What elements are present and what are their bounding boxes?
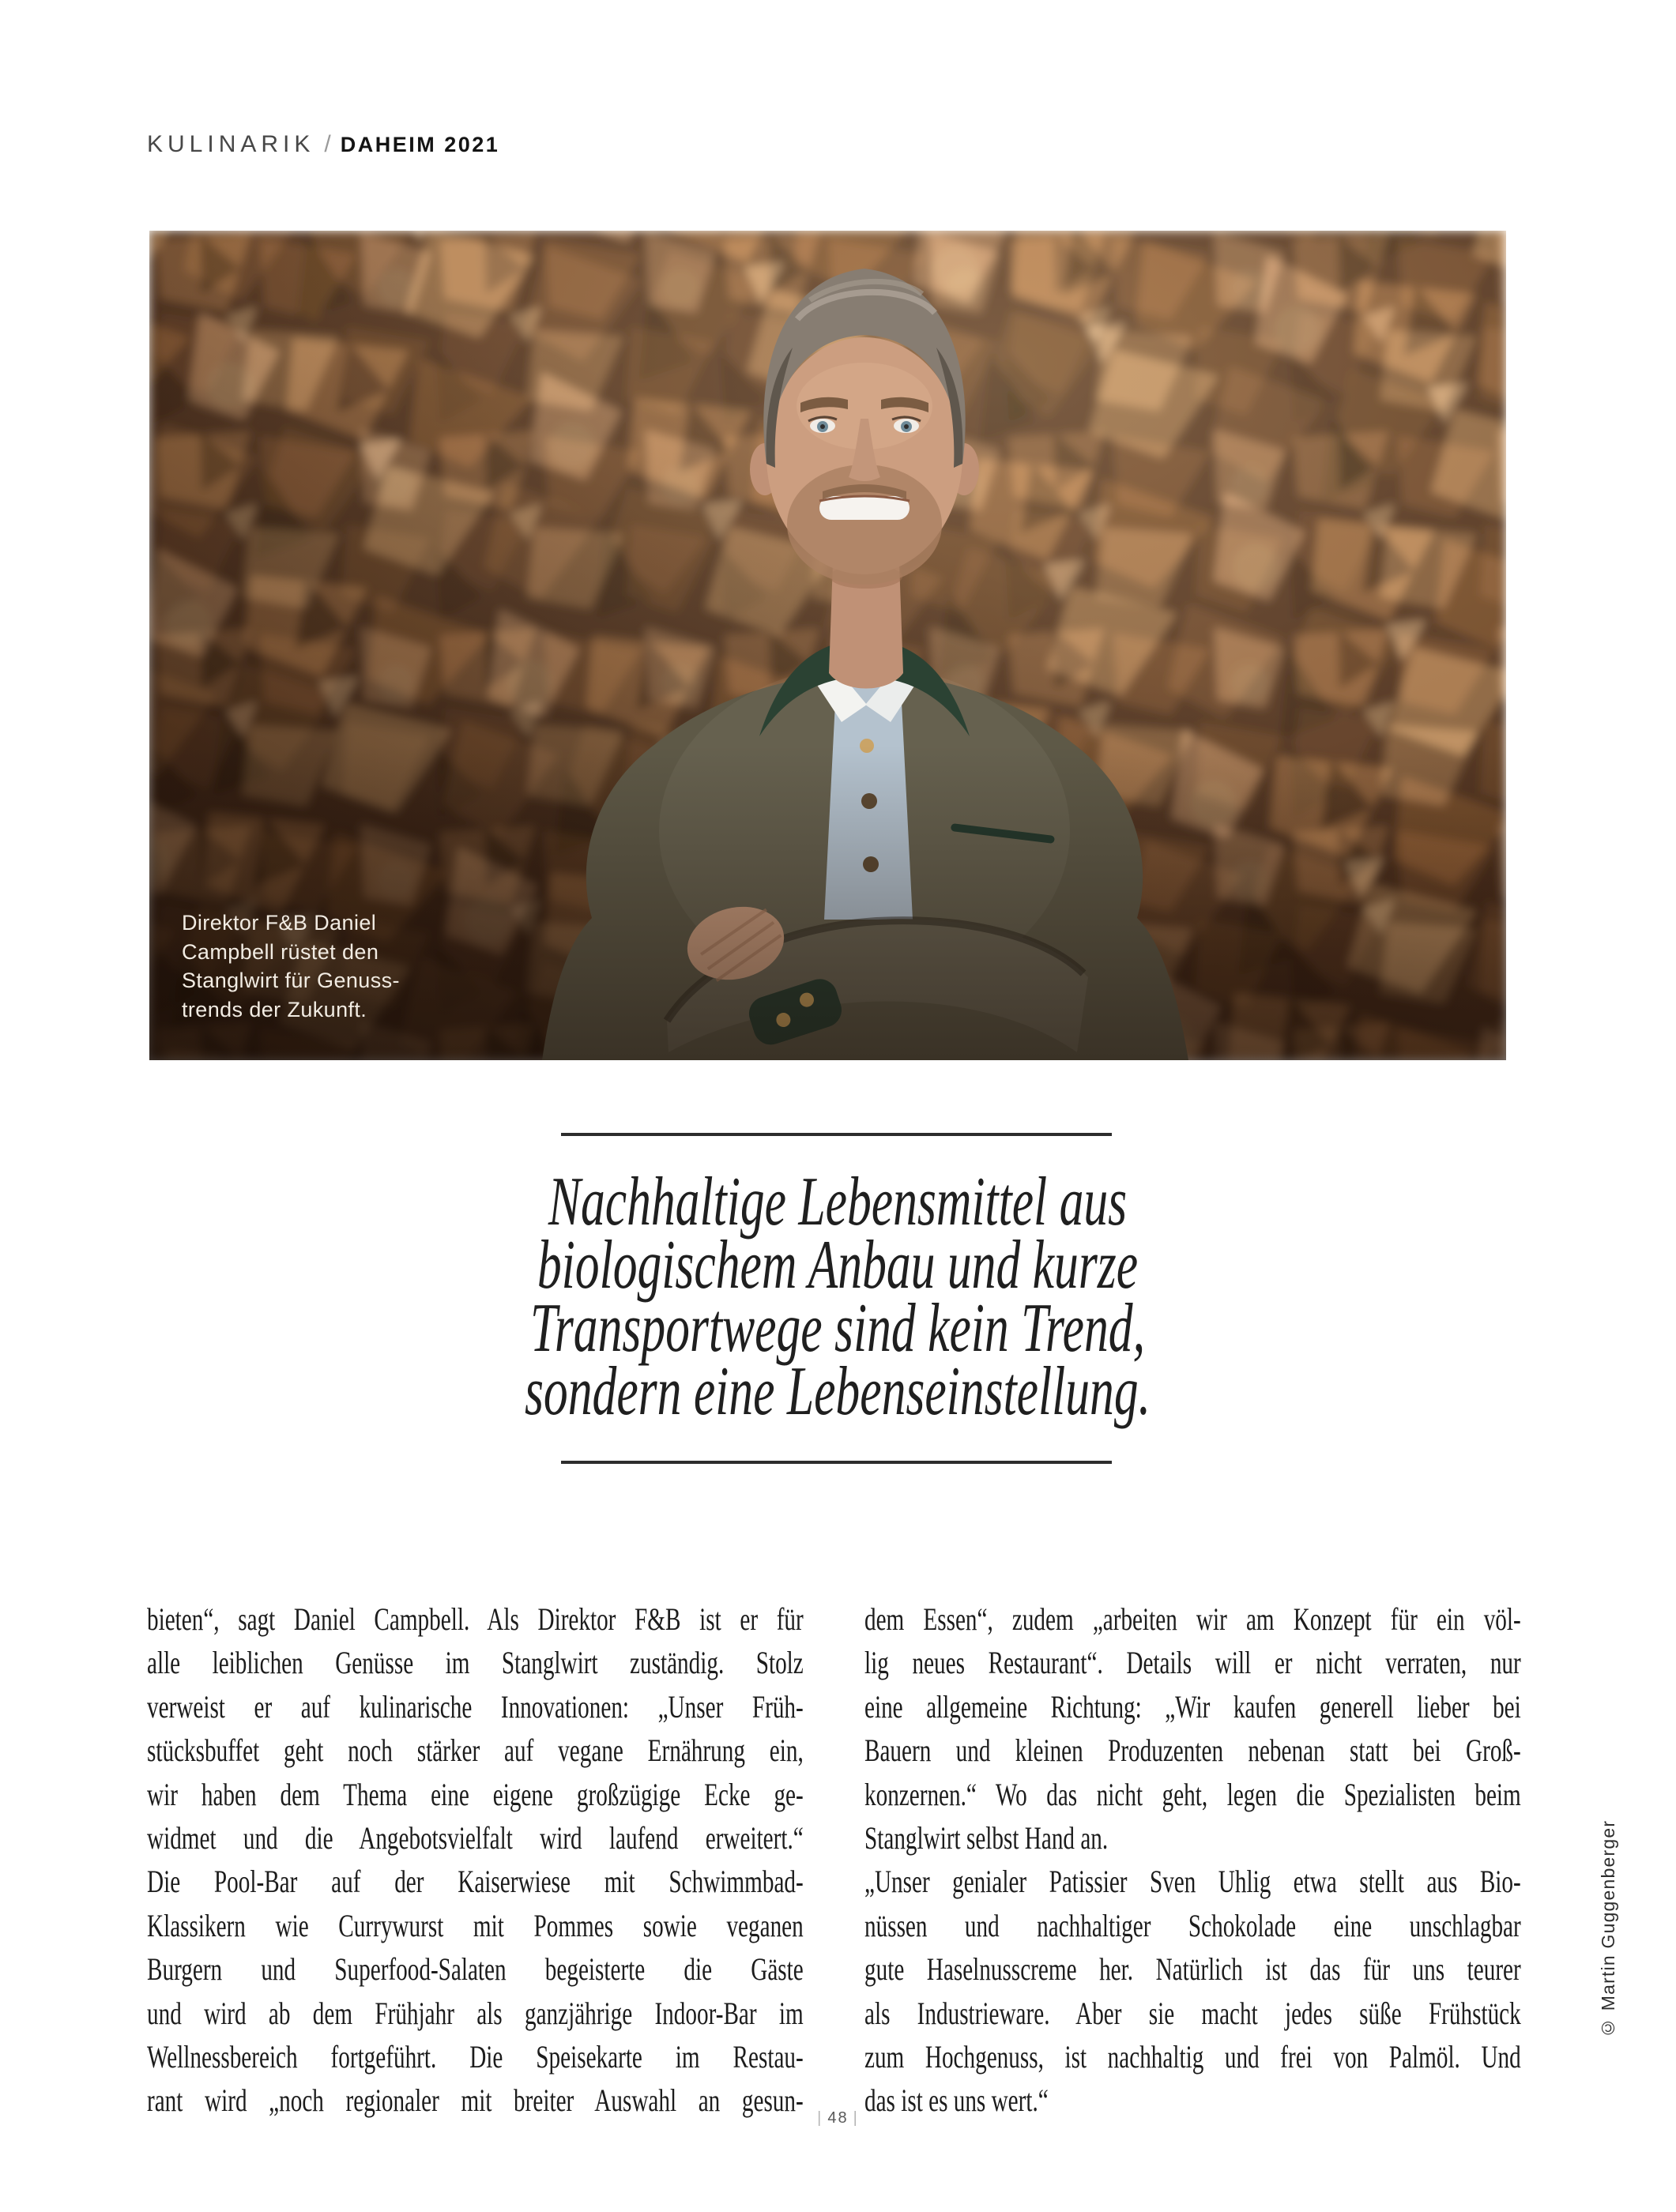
text-line: nüssen und nachhaltiger Schokolade eine unschlagbar xyxy=(864,1907,1521,1943)
paragraph xyxy=(147,1597,804,2123)
header-separator: / xyxy=(324,131,331,157)
text-line: eine allgemeine Richtung: „Wir kaufen generell lieber bei xyxy=(864,1688,1521,1725)
issue-label: DAHEIM 2021 xyxy=(340,133,500,156)
text-line: dem Essen“, zudem „arbeiten wir am Konzept für ein völ- xyxy=(864,1601,1521,1637)
text-line: Burgern und Superfood-Salaten begeisterte die Gäste xyxy=(147,1951,804,1988)
text-line: biologischem Anbau und kurze xyxy=(537,1227,1139,1304)
text-line: stücksbuffet geht noch stärker auf vegane Ernährung ein, xyxy=(147,1732,804,1769)
text-line: Bauern und kleinen Produzenten nebenan statt bei Groß- xyxy=(864,1732,1521,1769)
text-line: Stanglwirt für Genuss- xyxy=(182,969,400,992)
text-line: zum Hochgenuss, ist nachhaltig und frei von Palmöl. Und xyxy=(864,2039,1521,2075)
column-left xyxy=(147,1597,804,2123)
text-line: sondern eine Lebenseinstellung. xyxy=(524,1353,1151,1430)
page-number: 48 xyxy=(827,2109,849,2127)
hero-photo xyxy=(149,231,1506,1060)
article-body xyxy=(147,1597,1521,2135)
page-footer xyxy=(0,2109,1676,2127)
quote-rule-top xyxy=(561,1133,1112,1136)
text-line: widmet und die Angebotsvielfalt wird laufend erweitert.“ xyxy=(147,1820,804,1856)
text-line: konzernen.“ Wo das nicht geht, legen die Spezialisten beim xyxy=(864,1776,1521,1812)
text-line: Nachhaltige Lebensmittel aus xyxy=(548,1164,1128,1240)
text-line: bieten“, sagt Daniel Campbell. Als Direktor F&B ist er für xyxy=(147,1601,804,1637)
text-line: Klassikern wie Currywurst mit Pommes sowie veganen xyxy=(147,1907,804,1943)
text-line: gute Haselnusscreme her. Natürlich ist das für uns teurer xyxy=(864,1951,1521,1988)
text-line: Wellnessbereich fortgeführt. Die Speisekarte im Restau- xyxy=(147,2039,804,2075)
text-line: das ist es uns wert.“ xyxy=(864,2082,1049,2119)
text-line: Transportwege sind kein Trend, xyxy=(529,1290,1146,1367)
text-line: als Industrieware. Aber sie macht jedes süße Frühstück xyxy=(864,1995,1521,2031)
text-line: Direktor F&B Daniel xyxy=(182,911,377,935)
page-header xyxy=(147,131,499,158)
text-line: Stanglwirt selbst Hand an. xyxy=(864,1820,1109,1856)
text-line: lig neues Restaurant“. Details will er nicht verraten, nur xyxy=(864,1645,1521,1681)
paragraph xyxy=(864,1597,1521,1860)
text-line: verweist er auf kulinarische Innovationen: „Unser Früh- xyxy=(147,1688,804,1725)
text-line: Campbell rüstet den xyxy=(182,939,379,964)
text-line: wir haben dem Thema eine eigene großzügige Ecke ge- xyxy=(147,1776,804,1812)
quote-rule-bottom xyxy=(561,1461,1112,1464)
text-line: Die Pool-Bar auf der Kaiserwiese mit Schwimmbad- xyxy=(147,1864,804,1900)
text-line: und wird ab dem Frühjahr als ganzjährige Indoor-Bar im xyxy=(147,1995,804,2031)
text-line: „Unser genialer Patissier Sven Uhlig etwa stellt aus Bio- xyxy=(864,1864,1521,1900)
footer-left-bar: | xyxy=(817,2109,823,2127)
section-label: KULINARIK xyxy=(147,131,315,157)
text-line: rant wird „noch regionaler mit breiter Auswahl an gesun- xyxy=(147,2082,804,2119)
paragraph xyxy=(864,1860,1521,2122)
footer-right-bar: | xyxy=(853,2109,859,2127)
column-right xyxy=(864,1597,1521,2123)
text-line: alle leiblichen Genüsse im Stanglwirt zuständig. Stolz xyxy=(147,1645,804,1681)
photo-caption xyxy=(182,908,400,1024)
text-line: trends der Zukunft. xyxy=(182,997,367,1021)
photo-credit: © Martin Guggenberger xyxy=(1598,1819,1618,2038)
pull-quote xyxy=(300,1164,1375,1430)
